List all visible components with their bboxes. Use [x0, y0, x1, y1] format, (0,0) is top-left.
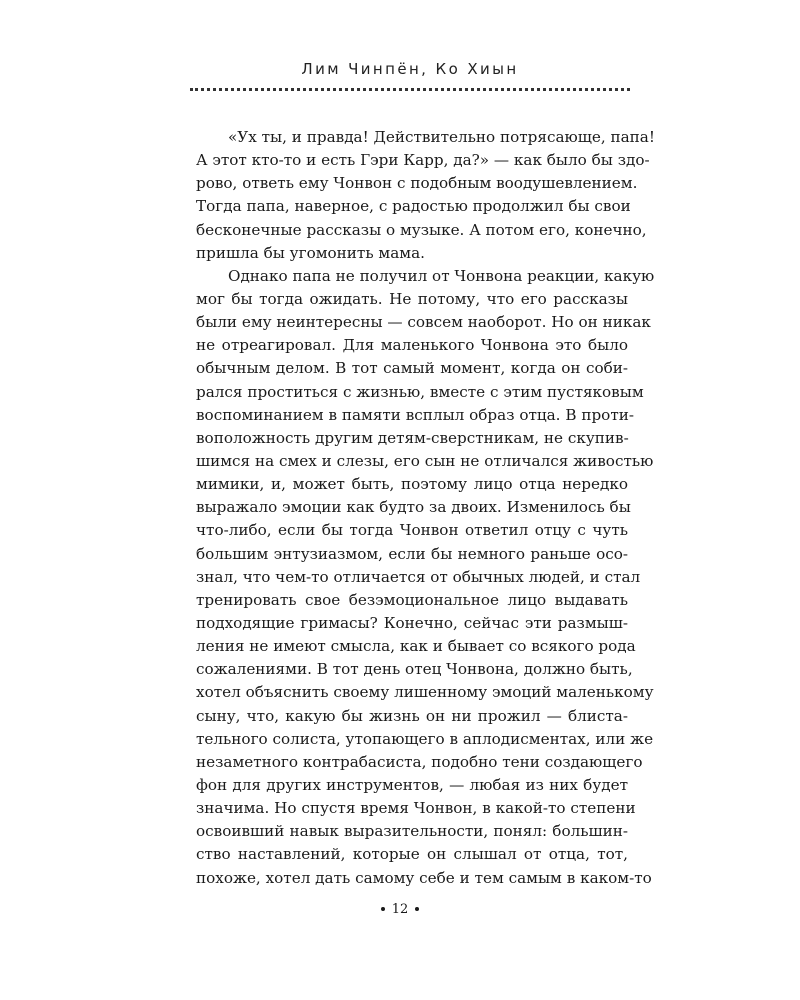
text-line: фон для других инструментов, — любая из них будет [196, 775, 628, 794]
text-line: освоивший навык выразительности, понял: большин- [196, 822, 628, 841]
text-line: подходящие гримасы? Конечно, сейчас эти размыш- [196, 613, 628, 632]
text-line: Однако папа не получил от Чонвона реакции, какую [228, 266, 655, 285]
text-line: ство наставлений, которые он слышал от отца, тот, [196, 845, 628, 864]
body-text [196, 126, 655, 890]
text-line: пришла бы угомонить мама. [196, 243, 425, 262]
text-line: незаметного контрабасиста, подобно тени создающего [196, 752, 643, 771]
text-line: рался проститься с жизнью, вместе с этим пустяковым [196, 382, 644, 401]
page-number [0, 902, 800, 917]
text-line: были ему неинтересны — совсем наоборот. Но он никак [196, 313, 651, 332]
page-number-text: 12 [391, 902, 409, 917]
header-dotted-rule [190, 88, 630, 91]
text-line: А этот кто-то и есть Гэри Карр, да?» — как было бы здо- [196, 151, 650, 170]
text-line: сыну, что, какую бы жизнь он ни прожил — блиста- [196, 706, 628, 725]
text-line: бесконечные рассказы о музыке. А потом его, конечно, [196, 220, 647, 239]
text-line: сожалениями. В тот день отец Чонвона, должно быть, [196, 660, 633, 679]
text-line: «Ух ты, и правда! Действительно потрясающе, папа! [228, 128, 655, 146]
text-line: похоже, хотел дать самому себе и тем самым в каком-то [196, 868, 652, 887]
text-line: тельного солиста, утопающего в аплодисментах, или же [196, 729, 654, 748]
text-line: не отреагировал. Для маленького Чонвона это было [196, 336, 628, 355]
text-line: мог бы тогда ожидать. Не потому, что его рассказы [196, 289, 628, 308]
bullet-right [415, 907, 419, 911]
text-line: выражало эмоции как будто за двоих. Изменилось бы [196, 498, 631, 517]
text-line: Тогда папа, наверное, с радостью продолжил бы свои [196, 197, 631, 216]
text-line: шимся на смех и слезы, его сын не отличался живостью [196, 451, 654, 470]
text-line: большим энтузиазмом, если бы немного раньше осо- [196, 544, 628, 563]
text-line: значима. Но спустя время Чонвон, в какой-то степени [196, 799, 636, 818]
running-header: Лим Чинпён, Ко Хиын [301, 60, 519, 78]
text-line: знал, что чем-то отличается от обычных людей, и стал [196, 567, 641, 586]
text-line: хотел объяснить своему лишенному эмоций маленькому [196, 683, 654, 702]
text-line: ления не имеют смысла, как и бывает со всякого рода [196, 637, 636, 656]
text-line: что-либо, если бы тогда Чонвон ответил отцу с чуть [196, 521, 628, 540]
text-line: воспоминанием в памяти всплыл образ отца. В проти- [196, 405, 634, 424]
bullet-left [381, 907, 385, 911]
text-line: мимики, и, может быть, поэтому лицо отца нередко [196, 475, 628, 494]
text-line: рово, ответь ему Чонвон с подобным воодушевлением. [196, 174, 638, 193]
text-line: обычным делом. В тот самый момент, когда он соби- [196, 359, 628, 378]
text-line: воположность другим детям-сверстникам, не скупив- [196, 428, 629, 447]
text-line: тренировать свое безэмоциональное лицо выдавать [196, 590, 628, 609]
